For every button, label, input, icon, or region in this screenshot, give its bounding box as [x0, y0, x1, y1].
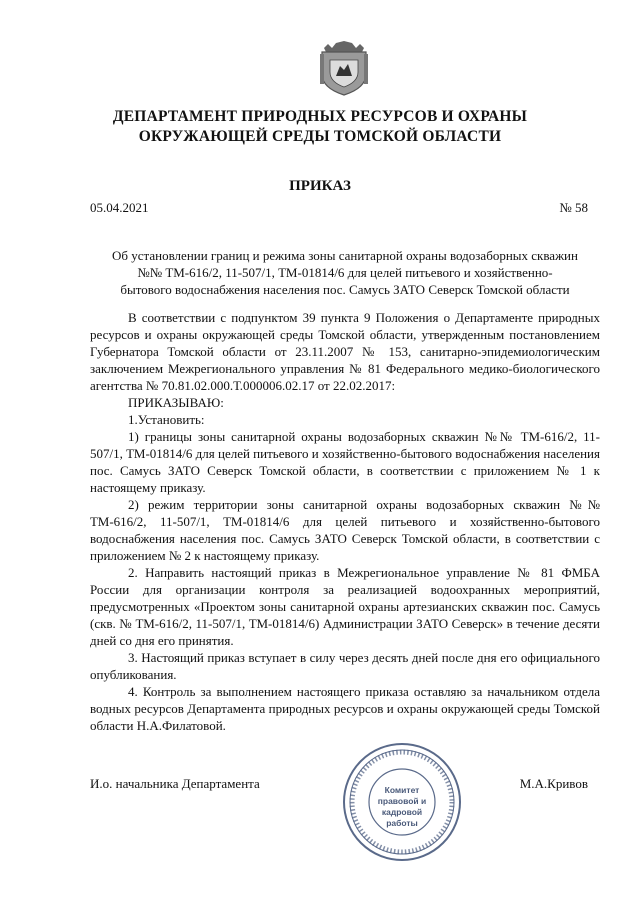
item-1-2: 2) режим территории зоны санитарной охраны водозаборных скважин №№ ТМ-616/2, 11-507/1, ТМ-01814/6 для целей питьевого и хозяйственно-бытового водоснабжения населения пос. Самусь ЗАТО Северск Томской области, в соответствии с приложением № 2 к настоящему приказу.: [90, 497, 600, 563]
document-body: [90, 309, 600, 734]
stamp-inner-text: Комитет правовой и кадровой работы: [377, 785, 427, 828]
item-1: 1.Установить:: [128, 412, 205, 427]
subject-line: бытового водоснабжения населения пос. Самусь ЗАТО Северск Томской области: [120, 282, 570, 297]
item-1-1: 1) границы зоны санитарной охраны водозаборных скважин №№ ТМ-616/2, 11-507/1, ТМ-01814/6 для целей питьевого и хозяйственно-бытового водоснабжения населения пос. Самусь ЗАТО Северск Томской области, в соответствии с приложением № 1 к настоящему приказу.: [90, 429, 600, 495]
department-name-line2: ОКРУЖАЮЩЕЙ СРЕДЫ ТОМСКОЙ ОБЛАСТИ: [138, 128, 502, 145]
document-subject: [90, 247, 600, 298]
signature-name: М.А.Кривов: [519, 776, 588, 791]
document-date: 05.04.2021: [90, 200, 149, 215]
subject-line: №№ ТМ-616/2, 11-507/1, ТМ-01814/6 для целей питьевого и хозяйственно-: [137, 265, 553, 280]
document-number: № 58: [559, 200, 588, 215]
item-3: 3. Настоящий приказ вступает в силу через десять дней после дня его официального опубликования.: [90, 650, 600, 682]
coat-of-arms-icon: [318, 40, 370, 96]
order-word: ПРИКАЗЫВАЮ:: [128, 395, 224, 410]
document-type: ПРИКАЗ: [289, 178, 351, 194]
item-4: 4. Контроль за выполнением настоящего приказа оставляю за начальником отдела водных ресурсов Департамента природных ресурсов и охраны окружающей среды Томской области Н.А.Филатовой.: [90, 684, 600, 733]
signature-position: И.о. начальника Департамента: [90, 776, 260, 791]
subject-line: Об установлении границ и режима зоны санитарной охраны водозаборных скважин: [112, 248, 578, 263]
official-stamp: [340, 740, 464, 864]
department-name-line1: ДЕПАРТАМЕНТ ПРИРОДНЫХ РЕСУРСОВ И ОХРАНЫ: [112, 108, 528, 125]
item-2: 2. Направить настоящий приказ в Межрегиональное управление № 81 ФМБА России для организации контроля за реализацией водоохранных мероприятий, предусмотренных «Проектом зоны санитарной охраны артезианских скважин пос. Самусь (скв. № ТМ-616/2, 11-507/1, ТМ-01814/6) Администрации ЗАТО Северск» в течение десяти дней со дня его принятия.: [90, 565, 600, 648]
preamble-paragraph: В соответствии с подпунктом 39 пункта 9 Положения о Департаменте природных ресурсов и охраны окружающей среды Томской области, утвержденным постановлением Губернатора Томской области от 23.11.2007 № 153, санитарно-эпидемиологическим заключением Межрегионального управления № 81 Федерального медико-биологического агентства № 70.81.02.000.Т.000006.02.17 от 22.02.2017:: [90, 310, 600, 393]
